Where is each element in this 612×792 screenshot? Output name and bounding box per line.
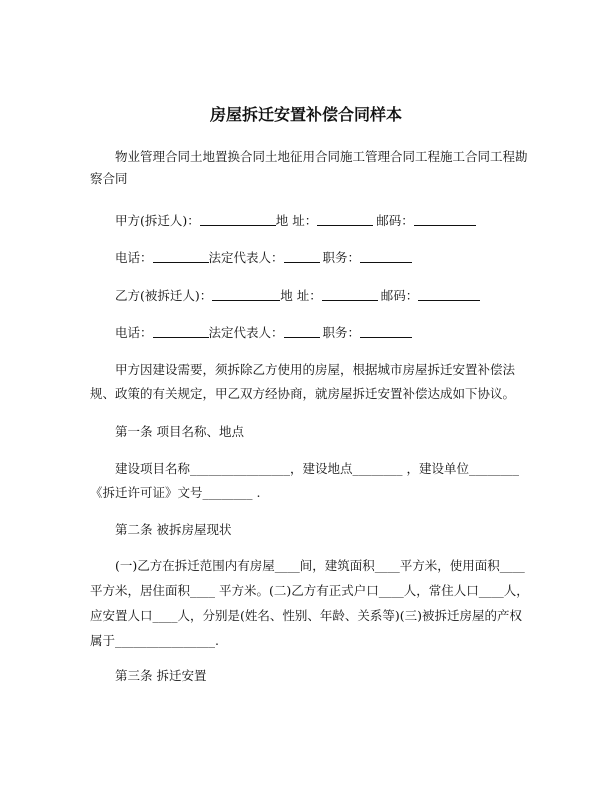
party-b-phone-blank — [153, 325, 209, 338]
party-b-phone-label: 电话： — [115, 325, 153, 340]
party-b-line — [90, 284, 530, 308]
party-a-postcode-label: 邮码： — [376, 213, 414, 228]
party-b-title-blank — [360, 325, 412, 338]
party-b-postcode-label: 邮码： — [380, 288, 419, 303]
article-1-line-2: 《拆迁许可证》文号________ . — [90, 485, 261, 500]
party-a-rep-label: 法定代表人： — [208, 250, 284, 265]
party-a-title-label: 职务： — [322, 250, 361, 265]
party-a-name-blank — [200, 213, 276, 226]
party-a-phone-blank — [153, 250, 209, 263]
party-b-address-label: 地 址： — [280, 288, 322, 303]
party-a-address-label: 地 址： — [275, 213, 318, 228]
party-b-label: 乙方(被拆迁人)： — [115, 288, 213, 303]
party-a-label: 甲方(拆迁人)： — [115, 213, 200, 228]
preamble-paragraph: 甲方因建设需要，须拆除乙方使用的房屋，根据城市房屋拆迁安置补偿法规、政策的有关规定，甲乙双方经协商，就房屋拆迁安置补偿达成如下协议。 — [90, 362, 516, 401]
party-b-title-label: 职务： — [322, 325, 361, 340]
article-2-body: (一)乙方在拆迁范围内有房屋____间，建筑面积____平方米，使用面积____平方米，居住面积____ 平方米。(二)乙方有正式户口____人，常住人口____人，应安置人口____人，分别是(姓名、性别、年龄、关系等)(三)被拆迁房屋的产权属于________________. — [90, 558, 529, 648]
article-1-heading: 第一条 项目名称、地点 — [115, 424, 244, 439]
intro-paragraph: 物业管理合同土地置换合同土地征用合同施工管理合同工程施工合同工程勘察合同 — [90, 149, 528, 186]
article-2-heading: 第二条 被拆房屋现状 — [115, 522, 232, 537]
article-1-line-1: 建设项目名称________________，建设地点________ ，建设单位________ — [115, 461, 519, 476]
party-b-rep-label: 法定代表人： — [208, 325, 284, 340]
party-a-phone-label: 电话： — [115, 250, 153, 265]
party-b-address-blank — [322, 288, 378, 301]
party-b-postcode-blank — [418, 288, 480, 301]
party-a-postcode-blank — [414, 213, 476, 226]
party-b-name-blank — [212, 288, 280, 301]
party-b-rep-blank — [284, 325, 320, 338]
party-a-contact-line — [90, 246, 530, 270]
document-title: 房屋拆迁安置补偿合同样本 — [209, 105, 402, 124]
party-a-rep-blank — [284, 250, 320, 263]
article-3-heading: 第三条 拆迁安置 — [115, 668, 207, 683]
party-b-contact-line — [90, 321, 530, 345]
party-a-title-blank — [360, 250, 412, 263]
party-a-address-blank — [317, 213, 373, 226]
party-a-line — [90, 209, 530, 233]
